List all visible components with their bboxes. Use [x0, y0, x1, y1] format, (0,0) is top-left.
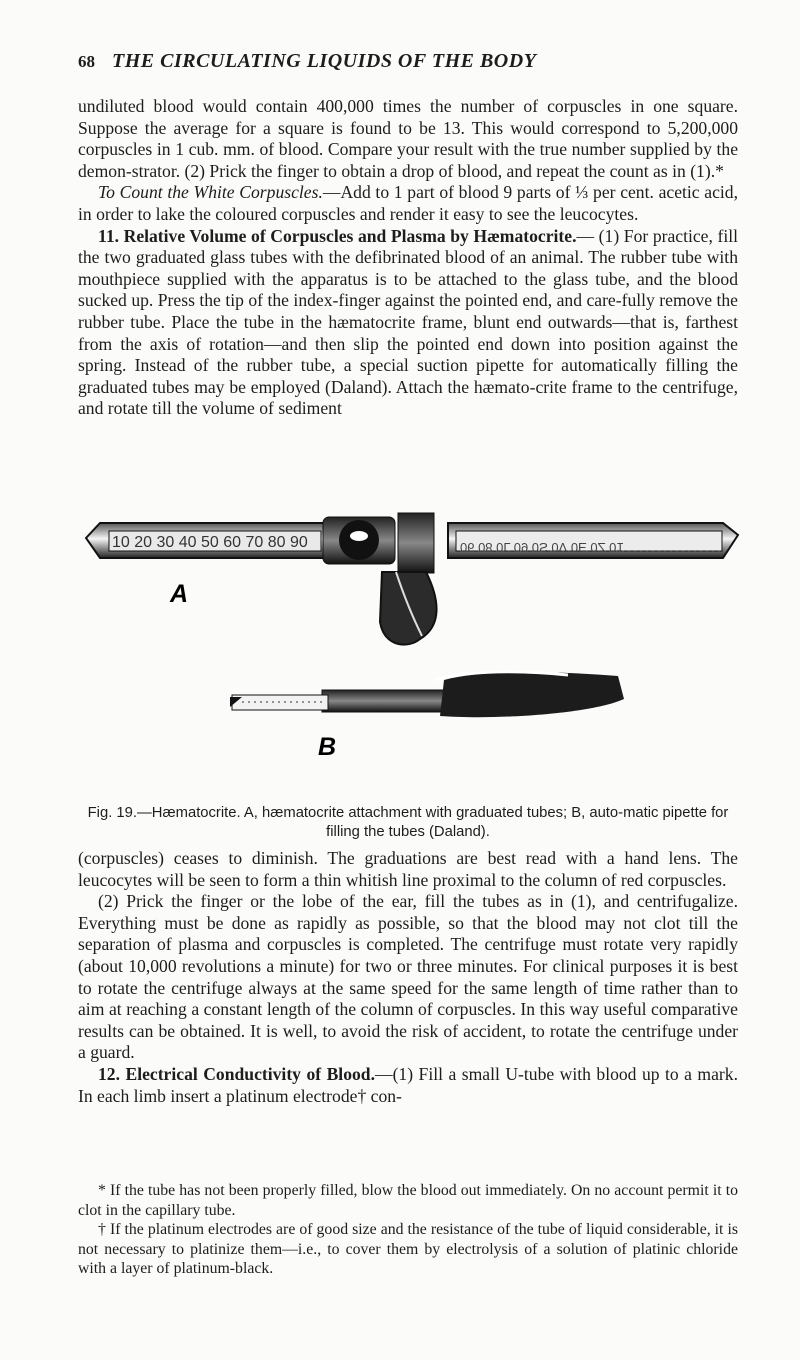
- paragraph-red-corpuscle-count: undiluted blood would contain 400,000 times the number of corpuscles in one square. Suppose the average for a square is found to be 13. This would correspond to 5,200,000 corpuscles in 1 cub. mm. of blood. Compare your result with the true number supplied by the demon-strator. (2) Prick the finger to obtain a drop of blood, and repeat the count as in (1).*: [78, 96, 738, 181]
- figure-caption: [78, 804, 738, 842]
- section-heading-haematocrite: 11. Relative Volume of Corpuscles and Plasma by Hæmatocrite.: [98, 225, 577, 246]
- footnotes: [78, 1181, 738, 1279]
- figure-caption-text: —Hæmatocrite. A, hæmatocrite attachment with graduated tubes; B, auto-matic pipette for filling the tubes (Daland).: [137, 805, 729, 840]
- top-body-text: [78, 96, 738, 420]
- page-number: 68: [78, 52, 95, 71]
- haematocrite-figure: [78, 510, 748, 800]
- suction-pipette: [230, 672, 624, 717]
- scale-numbers-right: 06 08 0L 09 0S 0V 0E 0Z 01: [460, 540, 624, 555]
- conductivity-text: —(1) Fill a small U-tube with blood up to a mark. In each limb insert a platinum electrode† con-: [78, 1063, 738, 1106]
- footnote-dagger: † If the platinum electrodes are of good size and the resistance of the tube of liquid considerable, it is not necessary to platinize them—i.e., to cover them by electrolysis of a solution of platinic chloride with a layer of platinum-black.: [78, 1221, 738, 1277]
- page-header: [78, 48, 728, 75]
- haematocrite-text: — (1) For practice, fill the two graduated glass tubes with the defibrinated blood of an animal. The rubber tube with mouthpiece supplied with the apparatus is to be attached to the glass tube, and the blood sucked up. Press the tip of the index-finger against the pointed end, and care-fully remove the rubber tube. Place the tube in the hæmatocrite frame, blunt end outwards—that is, farthest from the axis of rotation—and then slip the pointed end down into position against the spring. Instead of the rubber tube, a special suction pipette for automatically filling the graduated tubes may be employed (Daland). Attach the hæmato-crite frame to the centrifuge, and rotate till the volume of sediment: [78, 225, 738, 419]
- paragraph-white-corpuscle-count: [78, 182, 738, 225]
- scale-numbers-left: 10 20 30 40 50 60 70 80 90: [112, 534, 308, 551]
- paragraph-haematocrite: [78, 226, 738, 420]
- footnote-star: * If the tube has not been properly filled, blow the blood out immediately. On no account permit it to clot in the capillary tube.: [78, 1182, 738, 1219]
- paragraph-electrical-conductivity: [78, 1064, 738, 1107]
- figure-number: Fig. 19.: [87, 805, 137, 821]
- white-corpuscle-text: —Add to 1 part of blood 9 parts of ⅓ per cent. acetic acid, in order to lake the coloured corpuscles and render it easy to see the leucocytes.: [78, 182, 738, 224]
- section-heading-white-corpuscles: To Count the White Corpuscles.: [98, 182, 323, 203]
- graduated-tube-left: [86, 523, 326, 558]
- section-heading-conductivity: 12. Electrical Conductivity of Blood.: [98, 1063, 375, 1084]
- graduated-tube-right: [448, 523, 738, 558]
- label-b: B: [318, 733, 337, 761]
- haematocrite-illustration: [78, 510, 748, 800]
- running-title: THE CIRCULATING LIQUIDS OF THE BODY: [112, 50, 537, 72]
- bottom-body-text: [78, 848, 738, 1107]
- paragraph-graduations: (corpuscles) ceases to diminish. The graduations are best read with a hand lens. The leucocytes will be seen to form a thin whitish line proximal to the column of red corpuscles.: [78, 848, 738, 890]
- central-hub: [323, 513, 437, 645]
- paragraph-centrifuge: (2) Prick the finger or the lobe of the ear, fill the tubes as in (1), and centrifugalize. Everything must be done as rapidly as possible, so that the blood may not clot till the separation of plasma and corpuscles is completed. The centrifuge must rotate very rapidly (about 10,000 revolutions a minute) for two or three minutes. For clinical purposes it is best to rotate the centrifuge always at the same speed for the same length of time rather than to aim at reaching a constant length of the column of corpuscles. In this way useful comparative results can be obtained. It is well, to avoid the risk of accident, to rotate the centrifuge under a guard.: [78, 891, 738, 1063]
- label-a: A: [170, 580, 189, 608]
